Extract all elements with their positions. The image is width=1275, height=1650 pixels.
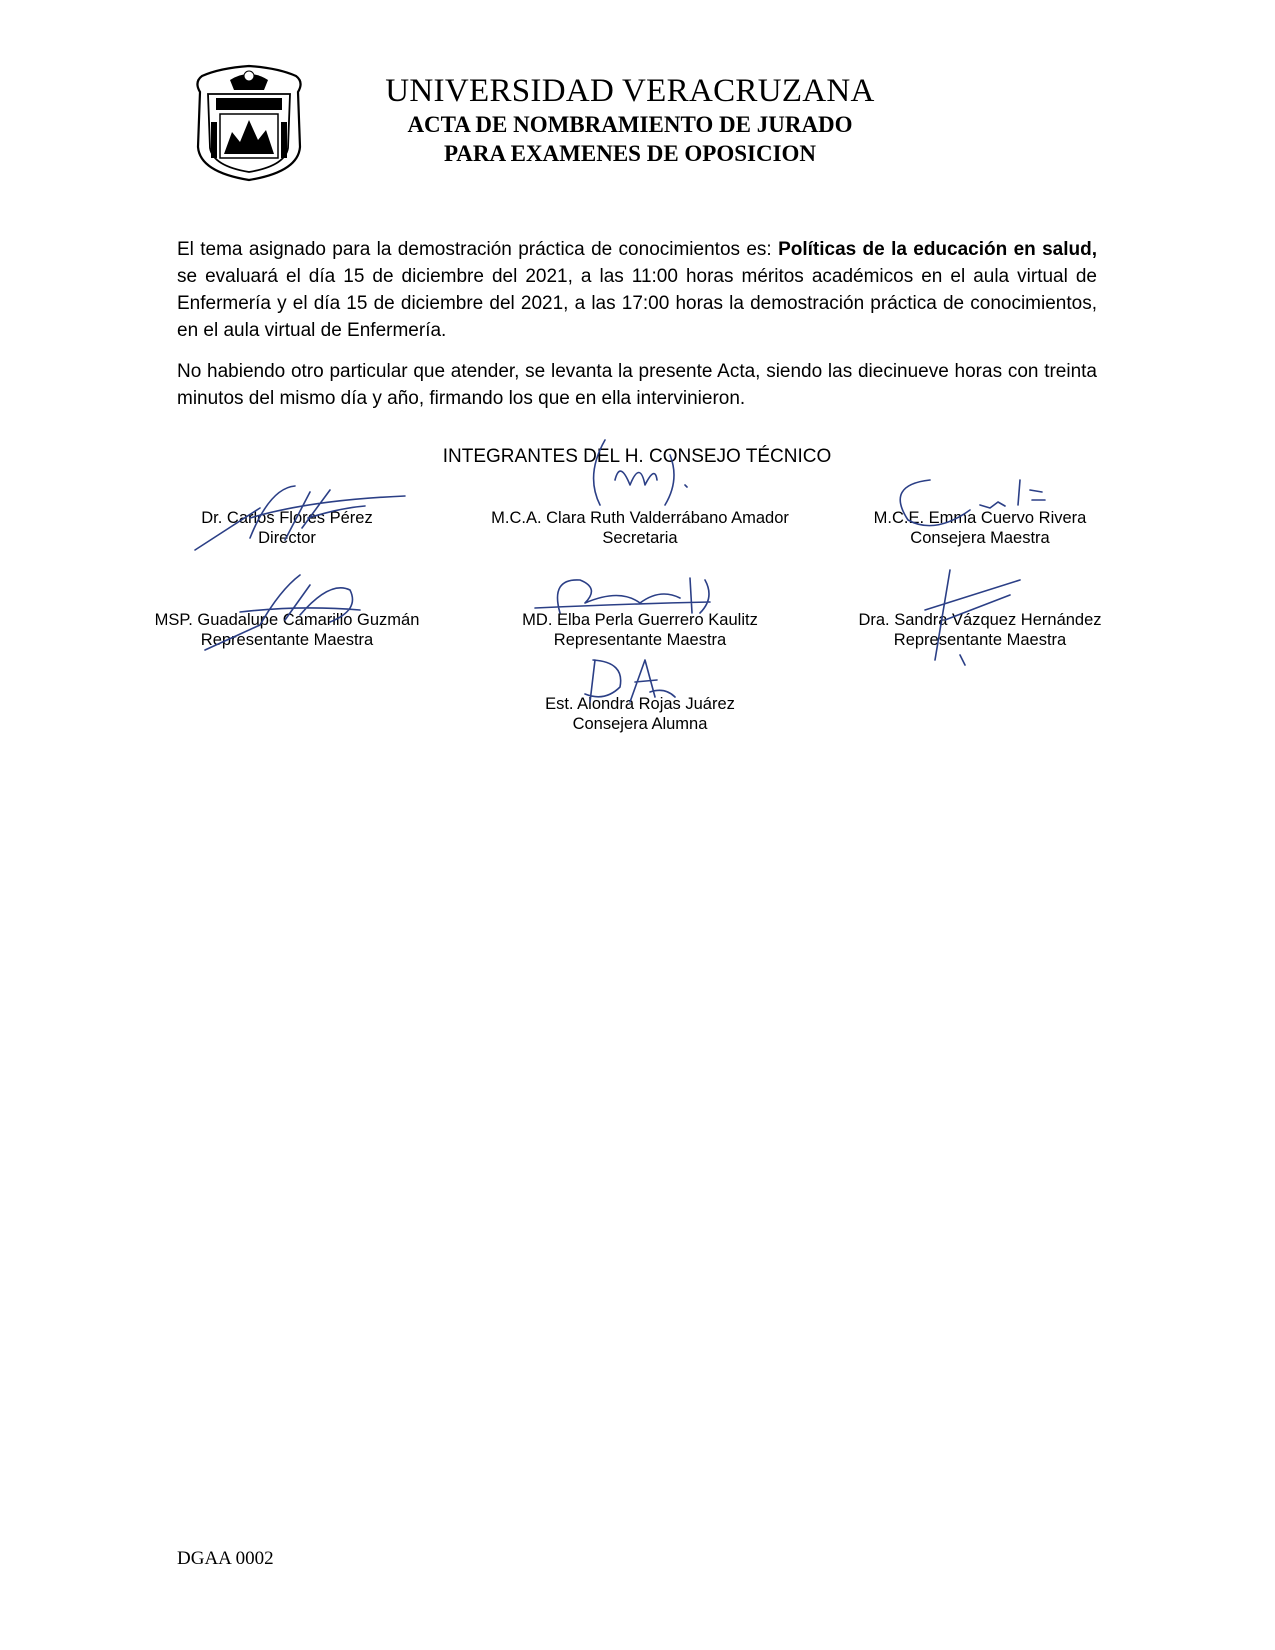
member-role: Representante Maestra [553,631,727,649]
member-role: Representante Maestra [893,631,1067,649]
member-representante-3 [800,610,1160,650]
paragraph-topic [177,236,1097,344]
member-director [107,508,467,548]
member-name: Est. Alondra Rojas Juárez [545,695,735,713]
act-body [177,236,1097,426]
member-consejera-alumna [450,694,830,734]
paragraph-topic-schedule: se evaluará el día 15 de diciembre del 2021, a las 11:00 horas méritos académicos en el aula virtual de Enfermería y el día 15 de diciembre del 2021, a las 17:00 horas la demostración práctica de conocimientos, en el aula virtual de Enfermería. [177,266,1097,341]
paragraph-closing: No habiendo otro particular que atender, se levanta la presente Acta, siendo las diecinueve horas con treinta minutos del mismo día y año, firmando los que en ella intervinieron. [177,361,1097,409]
member-name: M.C.E. Emma Cuervo Rivera [873,509,1087,527]
act-title-line-2: PARA EXAMENES DE OPOSICION [443,141,817,166]
member-secretary [450,508,830,548]
paragraph-topic-intro: El tema asignado para la demostración práctica de conocimientos es: [177,239,779,260]
exam-topic: Políticas de la educación en salud, [778,239,1098,260]
member-role: Director [258,529,316,547]
document-code: DGAA 0002 [177,1548,274,1569]
member-representante-1 [107,610,467,650]
university-seal-icon [190,62,308,184]
member-representante-2 [450,610,830,650]
member-role: Secretaria [602,529,678,547]
act-title-line-1: ACTA DE NOMBRAMIENTO DE JURADO [407,112,853,137]
member-consejera-maestra [800,508,1160,548]
member-name: MD. Elba Perla Guerrero Kaulitz [522,611,758,629]
member-name: Dra. Sandra Vázquez Hernández [858,611,1102,629]
council-title: INTEGRANTES DEL H. CONSEJO TÉCNICO [442,446,832,467]
member-name: MSP. Guadalupe Camarillo Guzmán [154,611,420,629]
university-name: UNIVERSIDAD VERACRUZANA [385,73,875,109]
signature-secretary [585,430,705,520]
member-role: Consejera Maestra [910,529,1050,547]
member-name: M.C.A. Clara Ruth Valderrábano Amador [491,509,789,527]
document-heading [330,72,930,168]
member-role: Consejera Alumna [572,715,708,733]
member-name: Dr. Carlos Flores Pérez [201,509,373,527]
member-role: Representante Maestra [200,631,374,649]
